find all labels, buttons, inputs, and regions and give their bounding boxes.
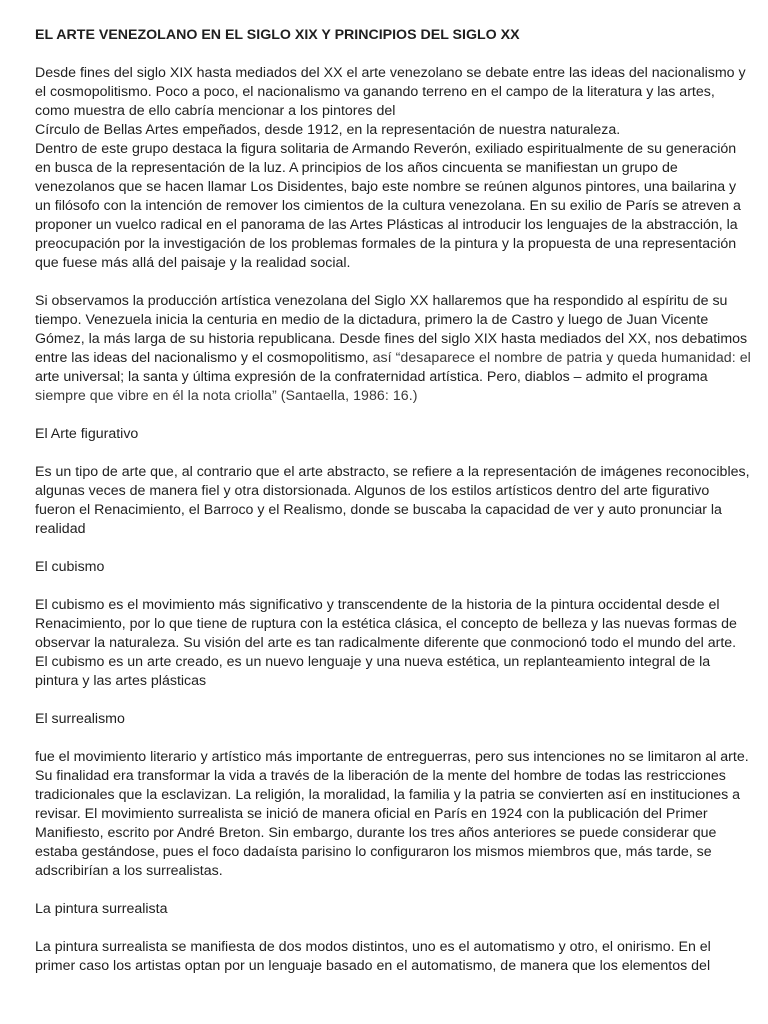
citation-text: (Santaella, 1986: 16.) — [276, 388, 418, 404]
section-heading-surrealismo: El surrealismo — [35, 711, 125, 727]
paragraph-line: que fuese más allá del paisaje y la realidad social. — [35, 255, 351, 271]
paragraph-line: fue el movimiento literario y artístico más importante de entreguerras, pero sus intenciones no se limitaron al arte. — [35, 749, 749, 765]
paragraph-line: proponer un vuelco radical en el panorama de las Artes Plásticas al introducir los lenguajes de la abstracción, la — [35, 217, 738, 233]
paragraph-line: algunas veces de manera fiel y otra distorsionada. Algunos de los estilos artísticos dentro del arte figurativo — [35, 483, 710, 499]
paragraph-line: como muestra de ello cabría mencionar a los pintores del — [35, 103, 396, 119]
paragraph-line: en busca de la representación de la luz. A principios de los años cincuenta se manifiestan un grupo de — [35, 160, 678, 176]
paragraph-line: realidad — [35, 521, 86, 537]
paragraph-line: El cubismo es un arte creado, es un nuevo lenguaje y una nueva estética, un replanteamiento integral de la — [35, 654, 711, 670]
surrealismo-paragraph — [35, 748, 749, 881]
paragraph-line — [35, 349, 751, 368]
pintura-surrealista-paragraph — [35, 938, 735, 976]
paragraph-line: adscribirían a los surrealistas. — [35, 863, 223, 879]
paragraph-line: Renacimiento, por lo que tiene de ruptura con la estética clásica, el concepto de belleza y las nuevas formas de — [35, 616, 737, 632]
paragraph-line: fueron el Renacimiento, el Barroco y el Realismo, donde se buscaba la capacidad de ver y auto pronunciar la — [35, 502, 722, 518]
paragraph-line: El cubismo es el movimiento más significativo y transcendente de la historia de la pintura occidental desde el — [35, 597, 720, 613]
paragraph-line: Es un tipo de arte que, al contrario que el arte abstracto, se refiere a la representación de imágenes reconocibles, — [35, 464, 750, 480]
arte-figurativo-paragraph — [35, 463, 750, 539]
paragraph-line: Gómez, la más larga de su historia republicana. Desde fines del siglo XIX hasta mediados del XX, nos debatimos — [35, 331, 748, 347]
section-heading-arte-figurativo: El Arte figurativo — [35, 426, 139, 442]
paragraph-line — [35, 387, 735, 406]
paragraph-line: Su finalidad era transformar la vida a través de la liberación de la mente del hombre de todas las restricciones — [35, 768, 726, 784]
intro-paragraph — [35, 64, 746, 273]
paragraph-line: revisar. El movimiento surrealista se inició de manera oficial en París en 1924 con la publicación del Primer — [35, 806, 708, 822]
section-heading-cubismo: El cubismo — [35, 559, 105, 575]
paragraph-line: La pintura surrealista se manifiesta de dos modos distintos, uno es el automatismo y otro, el onirismo. En el — [35, 939, 711, 955]
document-title: EL ARTE VENEZOLANO EN EL SIGLO XIX Y PRINCIPIOS DEL SIGLO XX — [35, 27, 520, 43]
siglo-xx-paragraph — [35, 292, 751, 406]
quotation-text: siempre que vibre en él la nota criolla” — [35, 388, 277, 404]
section-heading-pintura-surrealista: La pintura surrealista — [35, 901, 168, 917]
paragraph-line: un filósofo con la intención de remover los cimientos de la cultura venezolana. En su exilio de París se atreven a — [35, 198, 741, 214]
paragraph-line: preocupación por la investigación de los problemas formales de la pintura y la propuesta de una representación — [35, 236, 737, 252]
paragraph-line: Si observamos la producción artística venezolana del Siglo XX hallaremos que ha respondido al espíritu de su — [35, 293, 728, 309]
paragraph-line: el cosmopolitismo. Poco a poco, el nacionalismo va ganando terreno en el campo de la literatura y las artes, — [35, 84, 715, 100]
paragraph-line: pintura y las artes plásticas — [35, 673, 207, 689]
paragraph-line: venezolanos que se hacen llamar Los Disidentes, bajo este nombre se reúnen algunos pintores, una bailarina y — [35, 179, 737, 195]
paragraph-line: Desde fines del siglo XIX hasta mediados del XX el arte venezolano se debate entre las ideas del nacionalismo y — [35, 65, 746, 81]
paragraph-line: Círculo de Bellas Artes empeñados, desde 1912, en la representación de nuestra naturaleza. — [35, 122, 621, 138]
cubismo-paragraph — [35, 596, 735, 691]
paragraph-line: arte universal; la santa y última expresión de la confraternidad artística. Pero, diablos – admito el programa — [35, 369, 708, 385]
paragraph-line: primer caso los artistas optan por un lenguaje basado en el automatismo, de manera que los elementos del — [35, 958, 711, 974]
paragraph-line: estaba gestándose, pues el foco dadaísta parisino lo configuraron los mismos miembros que, más tarde, se — [35, 844, 712, 860]
paragraph-text: entre las ideas del nacionalismo y el cosmopolitismo, — [35, 350, 369, 366]
paragraph-line: observar la naturaleza. Su visión del arte es tan radicalmente diferente que conmocionó todo el mundo del arte. — [35, 635, 737, 651]
paragraph-line: tradicionales que la esclavizan. La religión, la moralidad, la familia y la patria se convierten así en instituciones a — [35, 787, 741, 803]
paragraph-line: Dentro de este grupo destaca la figura solitaria de Armando Reverón, exiliado espiritualmente de su generación — [35, 141, 737, 157]
document-page — [35, 26, 751, 995]
paragraph-line: Manifiesto, escrito por André Breton. Sin embargo, durante los tres años anteriores se puede considerar que — [35, 825, 717, 841]
paragraph-line: tiempo. Venezuela inicia la centuria en medio de la dictadura, primero la de Castro y luego de Juan Vicente — [35, 312, 709, 328]
quotation-text: así “desaparece el nombre de patria y queda humanidad: el — [368, 350, 751, 366]
